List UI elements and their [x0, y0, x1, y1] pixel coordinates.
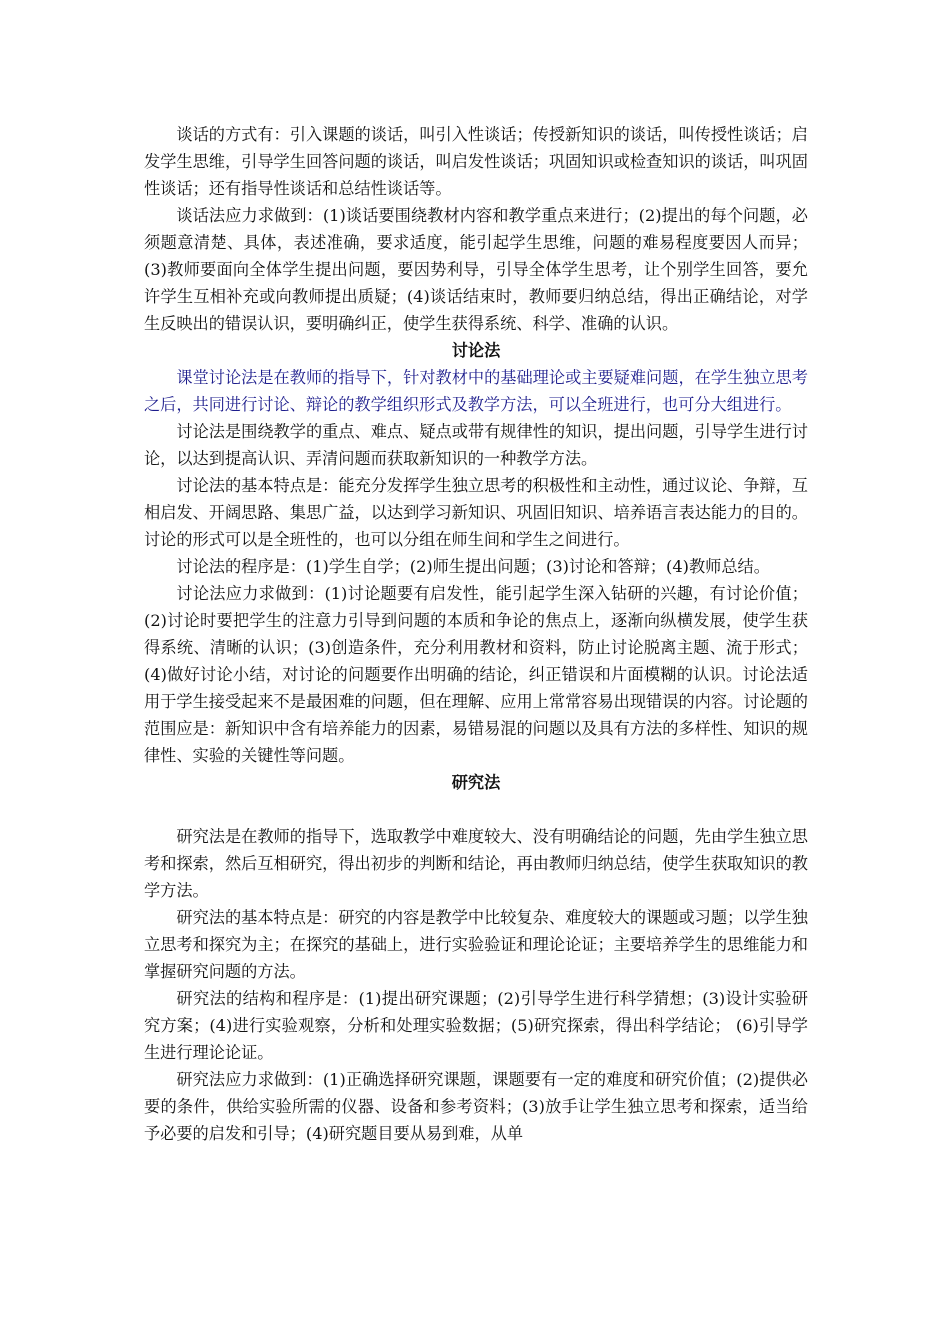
paragraph-research-definition: 研究法是在教师的指导下，选取教学中难度较大、没有明确结论的问题，先由学生独立思考和探索，然后互相研究，得出初步的判断和结论，再由教师归纳总结，使学生获取知识的教学方法。: [144, 827, 808, 900]
document-page: [144, 121, 808, 1147]
paragraph-talk-requirements: 谈话法应力求做到：(1)谈话要围绕教材内容和教学重点来进行；(2)提出的每个问题，必须题意清楚、具体，表述准确，要求适度，能引起学生思维，问题的难易程度要因人而异；(3)教师要面向全体学生提出问题，要因势利导，引导全体学生思考，让个别学生回答，要允许学生互相补充或向教师提出质疑；(4)谈话结束时，教师要归纳总结，得出正确结论，对学生反映出的错误认识，要明确纠正，使学生获得系统、科学、准确的认识。: [144, 206, 808, 333]
paragraph-discussion-definition: 课堂讨论法是在教师的指导下，针对教材中的基础理论或主要疑难问题，在学生独立思考之后，共同进行讨论、辩论的教学组织形式及教学方法，可以全班进行，也可分大组进行。: [144, 368, 808, 414]
heading-discussion-method: 讨论法: [451, 341, 501, 360]
paragraph-discussion-requirements: 讨论法应力求做到：(1)讨论题要有启发性，能引起学生深入钻研的兴趣，有讨论价值；(2)讨论时要把学生的注意力引导到问题的本质和争论的焦点上，逐渐向纵横发展，使学生获得系统、清晰的认识；(3)创造条件，充分利用教材和资料，防止讨论脱离主题、流于形式；(4)做好讨论小结，对讨论的问题要作出明确的结论，纠正错误和片面模糊的认识。讨论法适用于学生接受起来不是最困难的问题，但在理解、应用上常常容易出现错误的内容。讨论题的范围应是：新知识中含有培养能力的因素，易错易混的问题以及具有方法的多样性、知识的规律性、实验的关键性等问题。: [144, 584, 808, 765]
paragraph-research-requirements: 研究法应力求做到：(1)正确选择研究课题，课题要有一定的难度和研究价值；(2)提供必要的条件，供给实验所需的仪器、设备和参考资料；(3)放手让学生独立思考和探索，适当给予必要的启发和引导；(4)研究题目要从易到难，从单: [144, 1070, 808, 1143]
paragraph-discussion-features: 讨论法的基本特点是：能充分发挥学生独立思考的积极性和主动性，通过议论、争辩，互相启发、开阔思路、集思广益，以达到学习新知识、巩固旧知识、培养语言表达能力的目的。讨论的形式可以是全班性的，也可以分组在师生间和学生之间进行。: [144, 476, 808, 549]
paragraph-discussion-description: 讨论法是围绕教学的重点、难点、疑点或带有规律性的知识，提出问题，引导学生进行讨论，以达到提高认识、弄清问题而获取新知识的一种教学方法。: [144, 422, 808, 468]
paragraph-discussion-procedure: 讨论法的程序是：(1)学生自学；(2)师生提出问题；(3)讨论和答辩；(4)教师总结。: [176, 557, 770, 576]
heading-research-method: 研究法: [451, 773, 501, 792]
paragraph-talk-types: 谈话的方式有：引入课题的谈话，叫引入性谈话；传授新知识的谈话，叫传授性谈话；启发学生思维，引导学生回答问题的谈话，叫启发性谈话；巩固知识或检查知识的谈话，叫巩固性谈话；还有指导性谈话和总结性谈话等。: [144, 125, 808, 198]
spacer: [144, 796, 808, 823]
paragraph-research-procedure: 研究法的结构和程序是：(1)提出研究课题；(2)引导学生进行科学猜想；(3)设计实验研究方案；(4)进行实验观察，分析和处理实验数据；(5)研究探索，得出科学结论； (6)引导学生进行理论论证。: [144, 989, 808, 1062]
paragraph-research-features: 研究法的基本特点是：研究的内容是教学中比较复杂、难度较大的课题或习题；以学生独立思考和探究为主；在探究的基础上，进行实验验证和理论论证；主要培养学生的思维能力和掌握研究问题的方法。: [144, 908, 808, 981]
